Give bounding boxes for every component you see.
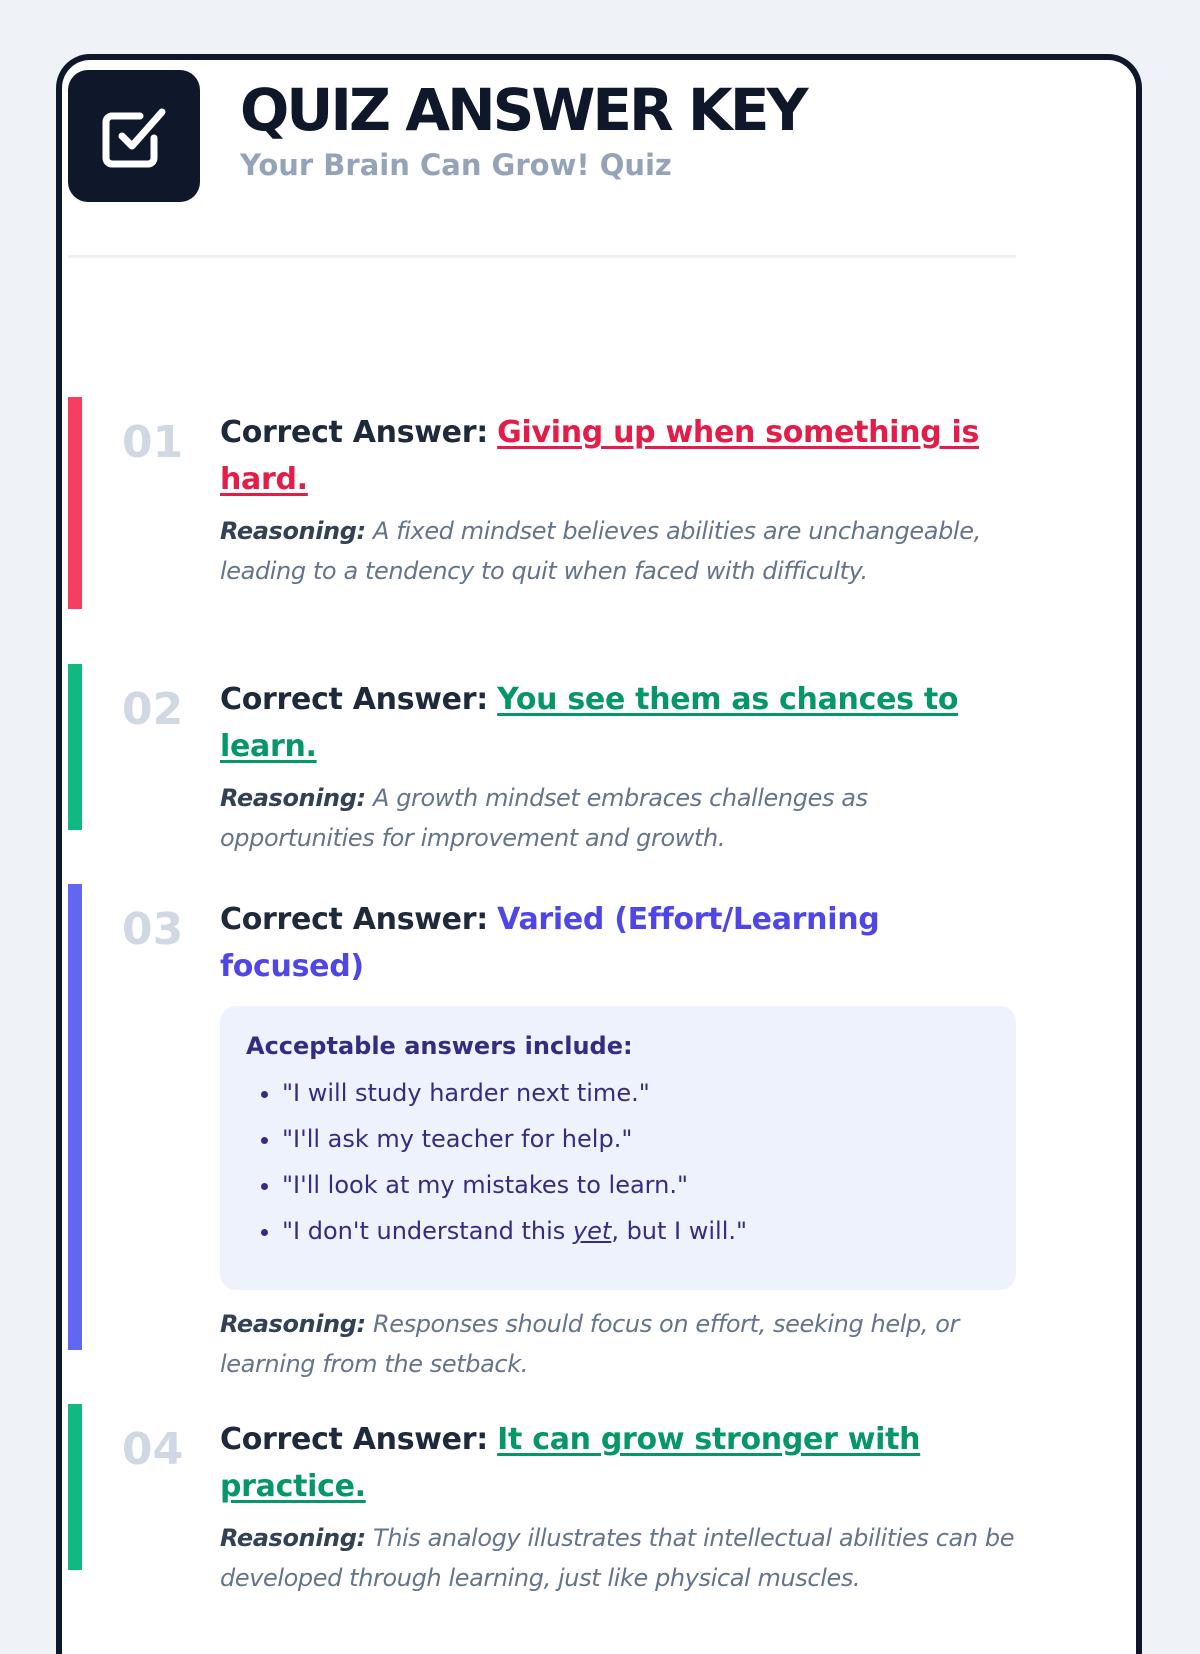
- correct-answer: [220, 1416, 1016, 1510]
- checkbox-icon: [68, 70, 200, 202]
- acceptable-answers-title: Acceptable answers include:: [246, 1032, 633, 1060]
- list-item-text: "I don't understand this: [282, 1217, 573, 1245]
- reasoning-text: This analogy illustrates that intellectual abilities can be developed through learning, just like physical muscles.: [220, 1524, 1015, 1592]
- reasoning: [220, 778, 1016, 858]
- question-number: 01: [122, 417, 184, 468]
- reasoning-text: A growth mindset embraces challenges as opportunities for improvement and growth.: [220, 784, 868, 852]
- question-item: [68, 1404, 1016, 1592]
- page-subtitle: Your Brain Can Grow! Quiz: [240, 148, 672, 182]
- question-item: [68, 664, 1016, 852]
- answer-value: Giving up when something is hard.: [220, 415, 980, 497]
- question-accent-bar: [68, 397, 82, 609]
- reasoning-label: Reasoning:: [220, 1524, 366, 1552]
- acceptable-answers-list: [246, 1070, 990, 1254]
- list-item: • "I will study harder next time.": [282, 1070, 990, 1116]
- reasoning-label: Reasoning:: [220, 517, 366, 545]
- answer-label: Correct Answer:: [220, 1422, 488, 1457]
- reasoning-label: Reasoning:: [220, 1310, 366, 1338]
- answer-label: Correct Answer:: [220, 415, 488, 450]
- reasoning-label: Reasoning:: [220, 784, 366, 812]
- answer-label: Correct Answer:: [220, 682, 488, 717]
- acceptable-answers-box: [220, 1006, 1016, 1290]
- question-item: [68, 397, 1016, 609]
- list-item-text: , but I will.": [611, 1217, 748, 1245]
- reasoning: [220, 511, 1016, 591]
- emphasis-text: yet: [572, 1217, 612, 1245]
- list-item: [282, 1208, 990, 1254]
- correct-answer: [220, 676, 1016, 770]
- reasoning-text: A fixed mindset believes abilities are unchangeable, leading to a tendency to quit when faced with difficulty.: [220, 517, 981, 585]
- correct-answer: [220, 896, 1016, 990]
- list-item: • "I'll look at my mistakes to learn.": [282, 1162, 990, 1208]
- question-number: 04: [122, 1424, 184, 1475]
- question-accent-bar: [68, 884, 82, 1350]
- page-title: QUIZ ANSWER KEY: [240, 76, 806, 144]
- question-number: 03: [122, 904, 184, 955]
- reasoning: [220, 1518, 1016, 1598]
- correct-answer: [220, 409, 1016, 503]
- header-divider: [68, 255, 1016, 258]
- answer-label: Correct Answer:: [220, 902, 488, 937]
- reasoning-text: Responses should focus on effort, seeking help, or learning from the setback.: [220, 1310, 960, 1378]
- answer-value: Varied (Effort/Learning focused): [220, 902, 880, 984]
- answer-value: You see them as chances to learn.: [220, 682, 959, 764]
- question-item: [68, 884, 1016, 1378]
- question-accent-bar: [68, 664, 82, 830]
- reasoning: [220, 1304, 1016, 1384]
- answer-value: It can grow stronger with practice.: [220, 1422, 921, 1504]
- question-accent-bar: [68, 1404, 82, 1570]
- question-number: 02: [122, 684, 184, 735]
- header: [68, 70, 1018, 240]
- list-item: • "I'll ask my teacher for help.": [282, 1116, 990, 1162]
